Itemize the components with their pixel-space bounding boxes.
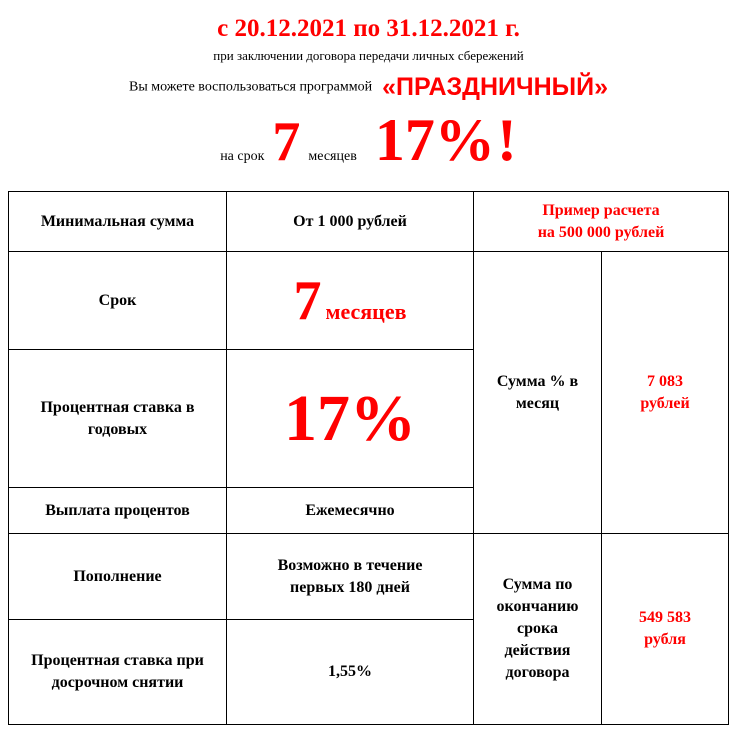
- min-sum-value: От 1 000 рублей: [227, 192, 474, 252]
- end-sum-label: [474, 534, 602, 725]
- term-label: Срок: [9, 252, 227, 350]
- table-row: [9, 252, 729, 350]
- headline-rate: 17%: [374, 107, 495, 173]
- early-rate-label-line2: досрочном снятии: [51, 674, 184, 691]
- term-number: 7: [272, 111, 301, 173]
- term-value-number: 7: [293, 269, 322, 332]
- rate-value: [227, 350, 474, 488]
- monthly-sum-label-line1: Сумма % в: [496, 372, 579, 390]
- program-prefix: Вы можете воспользоваться программой: [129, 79, 373, 95]
- topup-label: Пополнение: [9, 534, 227, 620]
- early-rate-label-line1: Процентная ставка при: [31, 652, 204, 669]
- topup-value-line1: Возможно в течение: [277, 556, 423, 574]
- term-value: [227, 252, 474, 350]
- early-rate-label: [9, 620, 227, 725]
- term-unit: месяцев: [308, 149, 357, 164]
- table-row: [9, 192, 729, 252]
- example-title-line2: на 500 000 рублей: [537, 223, 665, 241]
- end-sum-label-line4: действия: [504, 642, 571, 659]
- table-row: [9, 534, 729, 620]
- end-sum-label-line5: договора: [505, 664, 570, 681]
- promo-dates: с 20.12.2021 по 31.12.2021 г.: [217, 15, 520, 42]
- deposit-terms-table: [8, 191, 729, 725]
- example-title: [474, 192, 729, 252]
- rate-label: [9, 350, 227, 488]
- min-sum-label: Минимальная сумма: [9, 192, 227, 252]
- end-sum-value-line1: 549 583: [639, 609, 691, 626]
- monthly-sum-label-line2: месяц: [515, 394, 560, 412]
- term-prefix: на срок: [220, 149, 265, 164]
- monthly-sum-value-line2: рублей: [640, 394, 690, 412]
- headline-exclamation: !: [496, 107, 517, 173]
- term-rate-line: [0, 107, 737, 174]
- term-value-unit: месяцев: [325, 298, 407, 324]
- monthly-sum-value-line1: 7 083: [647, 372, 683, 390]
- end-sum-value-line2: рубля: [644, 631, 686, 648]
- topup-value-line2: первых 180 дней: [290, 578, 410, 596]
- monthly-sum-label: [474, 252, 602, 534]
- payout-value: Ежемесячно: [227, 488, 474, 534]
- monthly-sum-value: [602, 252, 729, 534]
- rate-label-line2: годовых: [87, 420, 148, 438]
- program-name: «ПРАЗДНИЧНЫЙ»: [382, 73, 608, 102]
- early-rate-value: 1,55%: [227, 620, 474, 725]
- end-sum-label-line3: срока: [517, 620, 558, 637]
- example-title-line1: Пример расчета: [542, 201, 660, 219]
- rate-value-text: 17%: [284, 381, 416, 455]
- end-sum-label-line1: Сумма по: [502, 576, 573, 593]
- end-sum-value: [602, 534, 729, 725]
- payout-label: Выплата процентов: [9, 488, 227, 534]
- promo-subtitle: при заключении договора передачи личных сбережений: [213, 48, 524, 63]
- program-line: [0, 72, 737, 102]
- rate-label-line1: Процентная ставка в: [40, 398, 195, 416]
- topup-value: [227, 534, 474, 620]
- end-sum-label-line2: окончанию: [496, 598, 579, 615]
